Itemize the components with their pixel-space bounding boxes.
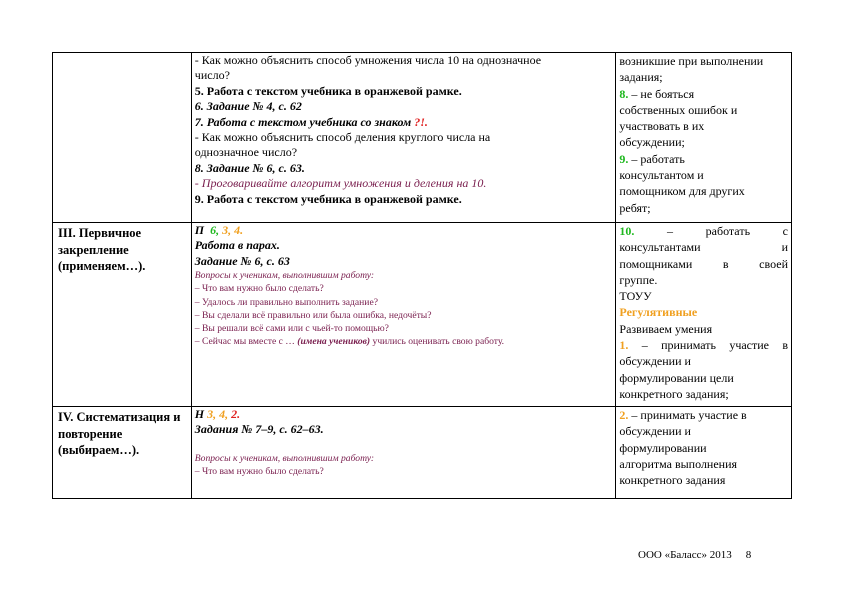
stage-cell: III. Первичное закрепление (применяем…). xyxy=(53,223,192,407)
text: 7. Работа с текстом учебника со знаком xyxy=(194,114,415,129)
content-cell xyxy=(191,407,616,499)
content-cell xyxy=(191,223,616,407)
results-line: возникшие при выполнении xyxy=(619,54,764,68)
results-cell xyxy=(616,223,792,407)
results-line: обсуждении и xyxy=(619,354,691,369)
results-line: ребят; xyxy=(619,200,651,215)
level-label: Н xyxy=(194,407,205,421)
results-line: Развиваем умения xyxy=(619,321,713,336)
skill-number: 8. xyxy=(619,86,629,101)
questions-header: Вопросы к ученикам, выполнившим работу: xyxy=(194,452,375,464)
text: – работать с xyxy=(634,224,788,238)
results-line xyxy=(619,151,788,167)
text: – принимать участие в xyxy=(628,408,747,422)
question: – Вы решали всё сами или с чьей-то помощью? xyxy=(194,323,389,335)
skill-number: 9. xyxy=(619,151,629,166)
content-line: 5. Работа с текстом учебника в оранжевой рамке. xyxy=(194,83,462,98)
question: – Что вам нужно было сделать? xyxy=(194,466,324,478)
task-number: 4. xyxy=(234,223,244,237)
task-number: 4, xyxy=(219,407,229,421)
results-line: задания; xyxy=(619,70,663,85)
content-line: - Как можно объяснить способ умножения числа 10 на однозначное xyxy=(194,53,542,67)
results-line: ТОУУ xyxy=(619,289,652,304)
skill-number: 10. xyxy=(619,224,635,238)
stage-cell xyxy=(53,53,192,223)
page-footer xyxy=(638,549,751,561)
results-line: собственных ошибок и xyxy=(619,102,738,117)
results-line: обсуждении; xyxy=(619,135,685,150)
text: учились оценивать свою работу. xyxy=(370,336,505,348)
page-number: 8 xyxy=(745,549,752,561)
content-line xyxy=(195,115,613,130)
skill-number: 1. xyxy=(619,338,629,353)
content-line xyxy=(195,223,613,238)
question: – Вы сделали всё правильно или была ошибка, недочёты? xyxy=(194,309,432,321)
question: – Что вам нужно было сделать? xyxy=(194,283,324,295)
content-line: Работа в парах. xyxy=(194,238,280,253)
text: – Сейчас мы вместе с … xyxy=(194,336,298,348)
lesson-table xyxy=(52,52,792,499)
results-cell xyxy=(616,53,792,223)
task-number: 6, xyxy=(210,223,220,237)
table-row xyxy=(53,223,792,407)
text: – работать xyxy=(628,151,685,166)
results-line xyxy=(619,223,788,239)
results-line: помощником для других xyxy=(619,184,745,199)
results-line: конкретного задания; xyxy=(619,386,729,401)
content-line: Задание № 6, с. 63 xyxy=(194,253,290,268)
sign-mark: ?!. xyxy=(414,114,428,129)
table-row xyxy=(53,407,792,499)
text: – принимать участие в xyxy=(628,338,788,353)
stage-cell: IV. Систематизация и повторение (выбираем…). xyxy=(53,407,192,499)
content-cell xyxy=(191,53,616,223)
publisher-text: ООО «Баласс» 2013 xyxy=(638,549,732,561)
results-line: группе. xyxy=(619,272,658,287)
content-line: 6. Задание № 4, с. 62 xyxy=(194,99,302,114)
results-cell xyxy=(616,407,792,499)
task-number: 3, xyxy=(222,223,232,237)
task-number: 2. xyxy=(231,407,241,421)
results-line: формулировании цели xyxy=(619,370,734,385)
results-line: консультантами и xyxy=(619,240,788,255)
content-line: 8. Задание № 6, с. 63. xyxy=(194,160,305,175)
content-line: число? xyxy=(194,68,230,83)
content-line xyxy=(195,407,613,422)
content-line: Задания № 7–9, с. 62–63. xyxy=(194,422,324,437)
question: – Удалось ли правильно выполнить задание? xyxy=(194,296,378,308)
results-line: алгоритма выполнения xyxy=(619,456,738,471)
results-line: Регулятивные xyxy=(619,305,698,320)
results-line: конкретного задания xyxy=(619,473,726,488)
question xyxy=(195,335,613,348)
results-line: помощниками в своей xyxy=(619,256,788,271)
skill-number: 2. xyxy=(619,408,629,422)
questions-header: Вопросы к ученикам, выполнившим работу: xyxy=(194,270,375,282)
content-line: 9. Работа с текстом учебника в оранжевой рамке. xyxy=(194,191,462,206)
results-line: формулировании xyxy=(619,440,707,455)
content-line: однозначное число? xyxy=(194,145,298,160)
names-placeholder: (имена учеников) xyxy=(297,336,371,348)
content-line: - Как можно объяснить способ деления круглого числа на xyxy=(194,130,491,145)
results-line: консультантом и xyxy=(619,168,704,183)
task-number: 3, xyxy=(207,407,217,421)
results-line: обсуждении и xyxy=(619,424,691,439)
results-line: участвовать в их xyxy=(619,119,705,134)
results-line xyxy=(619,407,788,423)
level-label: П xyxy=(194,223,205,237)
table-row xyxy=(53,53,792,223)
results-line xyxy=(619,337,788,353)
results-line xyxy=(619,86,788,102)
text: – не бояться xyxy=(628,86,695,101)
content-line: - Проговаривайте алгоритм умножения и деления на 10. xyxy=(194,176,487,191)
